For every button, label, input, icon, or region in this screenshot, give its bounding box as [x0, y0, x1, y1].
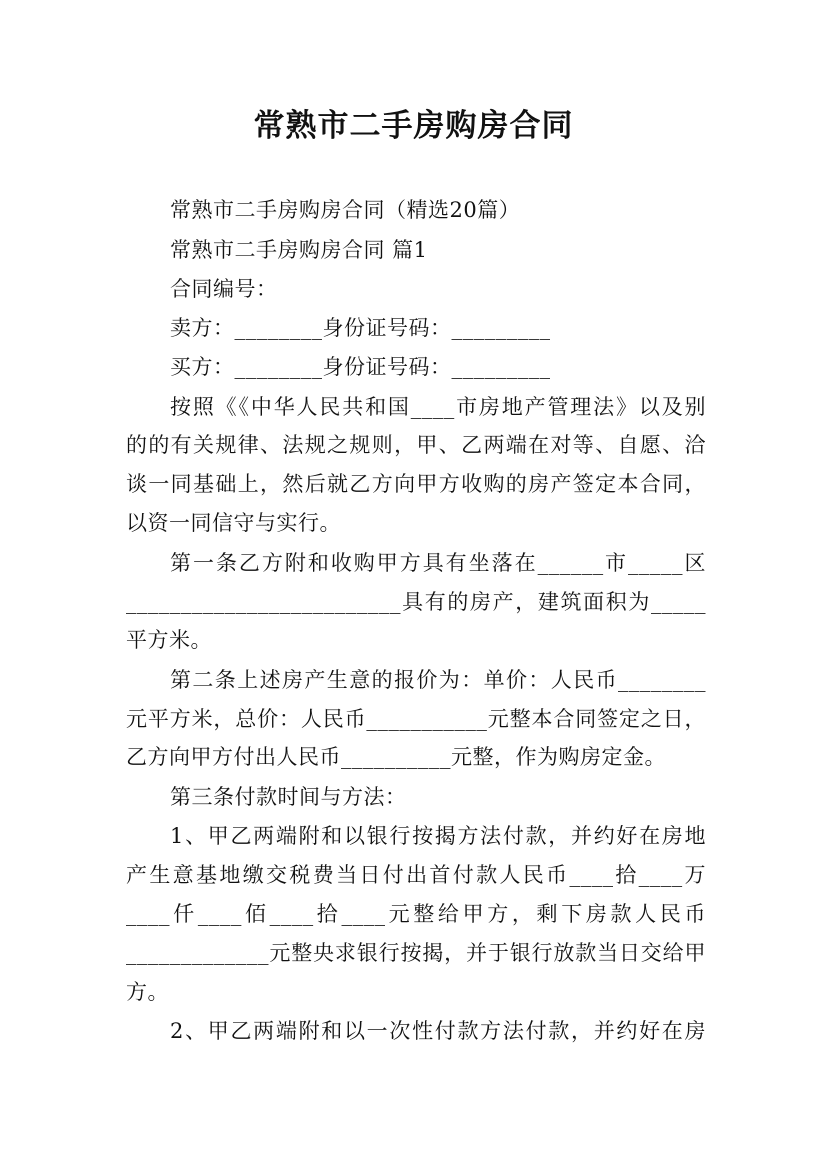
paragraph-line: 产生意基地缴交税费当日付出首付款人民币____拾____万: [126, 863, 706, 887]
paragraph-line: 第二条上述房产生意的报价为：单价：人民币________: [170, 668, 706, 692]
paragraph-line: 第一条乙方附和收购甲方具有坐落在______市_____区: [170, 551, 706, 575]
paragraph-line: 的的有关规律、法规之规则，甲、乙两端在对等、自愿、洽: [126, 433, 706, 457]
paragraph-line: 按照《《中华人民共和国____市房地产管理法》以及别: [170, 395, 706, 419]
paragraph-line: 卖方：________身份证号码：_________: [170, 316, 551, 340]
paragraph-line: 平方米。: [126, 628, 212, 652]
paragraph-line: 第三条付款时间与方法：: [170, 785, 407, 809]
paragraph-line: 乙方向甲方付出人民币__________元整，作为购房定金。: [126, 745, 666, 769]
paragraph-line: 2、甲乙两端附和以一次性付款方法付款，并约好在房: [170, 1019, 706, 1043]
paragraph-line: _________________________具有的房产，建筑面积为_____: [126, 590, 706, 614]
paragraph-line: 以资一同信守与实行。: [126, 511, 341, 535]
paragraph-line: _____________元整央求银行按揭，并于银行放款当日交给甲: [126, 941, 706, 965]
paragraph-line: ____仟____佰____拾____元整给甲方，剩下房款人民币: [126, 902, 706, 926]
paragraph-line: 元平方米，总价：人民币___________元整本合同签定之日，: [126, 707, 706, 731]
paragraph-line: 1、甲乙两端附和以银行按揭方法付款，并约好在房地: [170, 824, 706, 848]
document-title: 常熟市二手房购房合同: [253, 108, 574, 144]
paragraph-line: 买方：________身份证号码：_________: [170, 355, 551, 379]
paragraph-line: 常熟市二手房购房合同（精选20篇）: [170, 198, 521, 222]
paragraph-line: 谈一同基础上，然后就乙方向甲方收购的房产签定本合同，: [126, 472, 706, 496]
paragraph-line: 方。: [126, 980, 169, 1004]
paragraph-line: 合同编号：: [170, 277, 278, 301]
paragraph-line: 常熟市二手房购房合同 篇1: [170, 238, 428, 262]
